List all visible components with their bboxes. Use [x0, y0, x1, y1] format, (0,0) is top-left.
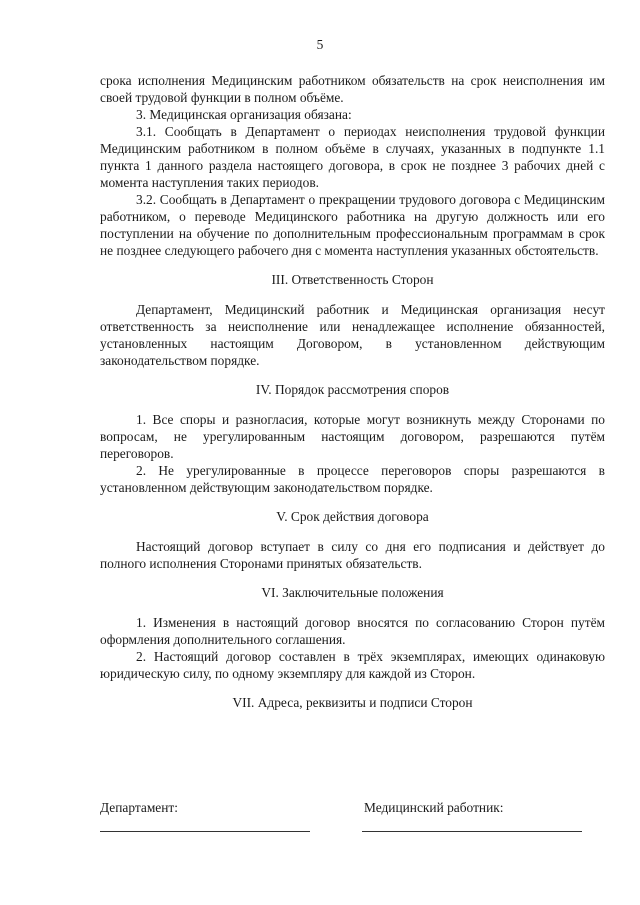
- signature-label-department: Департамент:: [100, 800, 178, 815]
- page-number: 5: [316, 37, 324, 52]
- signature-block: [100, 799, 605, 849]
- signature-line-medical-worker: [362, 831, 582, 832]
- paragraph-4-1: 1. Все споры и разногласия, которые могут возникнуть между Сторонами по вопросам, не урегулированным настоящим договором, разрешаются путём переговоров.: [100, 412, 605, 461]
- paragraph-3: 3. Медицинская организация обязана:: [136, 107, 352, 122]
- signature-label-medical-worker: Медицинский работник:: [364, 800, 504, 815]
- paragraph-responsibility: Департамент, Медицинский работник и Медицинская организация несут ответственность за неисполнение или ненадлежащее исполнение обязанностей, установленных настоящим Договором, в установленном действующим законодательством порядке.: [100, 302, 605, 368]
- paragraph-continuation: срока исполнения Медицинским работником обязательств на срок неисполнения им своей трудовой функции в полном объёме.: [100, 73, 605, 105]
- paragraph-5: Настоящий договор вступает в силу со дня его подписания и действует до полного исполнения Сторонами принятых обязательств.: [100, 539, 605, 571]
- section-heading-v: V. Срок действия договора: [276, 509, 429, 524]
- section-heading-vi: VI. Заключительные положения: [261, 585, 444, 600]
- section-heading-iii: III. Ответственность Сторон: [271, 272, 434, 287]
- signature-line-department: [100, 831, 310, 832]
- section-heading-iv: IV. Порядок рассмотрения споров: [255, 382, 450, 397]
- paragraph-3-2: 3.2. Сообщать в Департамент о прекращении трудового договора с Медицинским работником, о переводе Медицинского работника на другую должность или его поступлении на обучение по дополнительным профессиональным программам в срок не позднее следующего рабочего дня с момента наступления указанных обстоятельств.: [100, 192, 605, 258]
- paragraph-6-2: 2. Настоящий договор составлен в трёх экземплярах, имеющих одинаковую юридическую силу, по одному экземпляру для каждой из Сторон.: [100, 649, 605, 681]
- section-heading-vii: VII. Адреса, реквизиты и подписи Сторон: [232, 695, 473, 710]
- document-body: [100, 72, 605, 724]
- paragraph-3-1: 3.1. Сообщать в Департамент о периодах неисполнения трудовой функции Медицинским работником в полном объёме в случаях, указанных в подпункте 1.1 пункта 1 данного раздела настоящего договора, в срок не позднее 3 рабочих дней с момента наступления таких периодов.: [100, 124, 605, 190]
- paragraph-6-1: 1. Изменения в настоящий договор вносятся по согласованию Сторон путём оформления дополнительного соглашения.: [100, 615, 605, 647]
- paragraph-4-2: 2. Не урегулированные в процессе переговоров споры разрешаются в установленном действующим законодательством порядке.: [100, 463, 605, 495]
